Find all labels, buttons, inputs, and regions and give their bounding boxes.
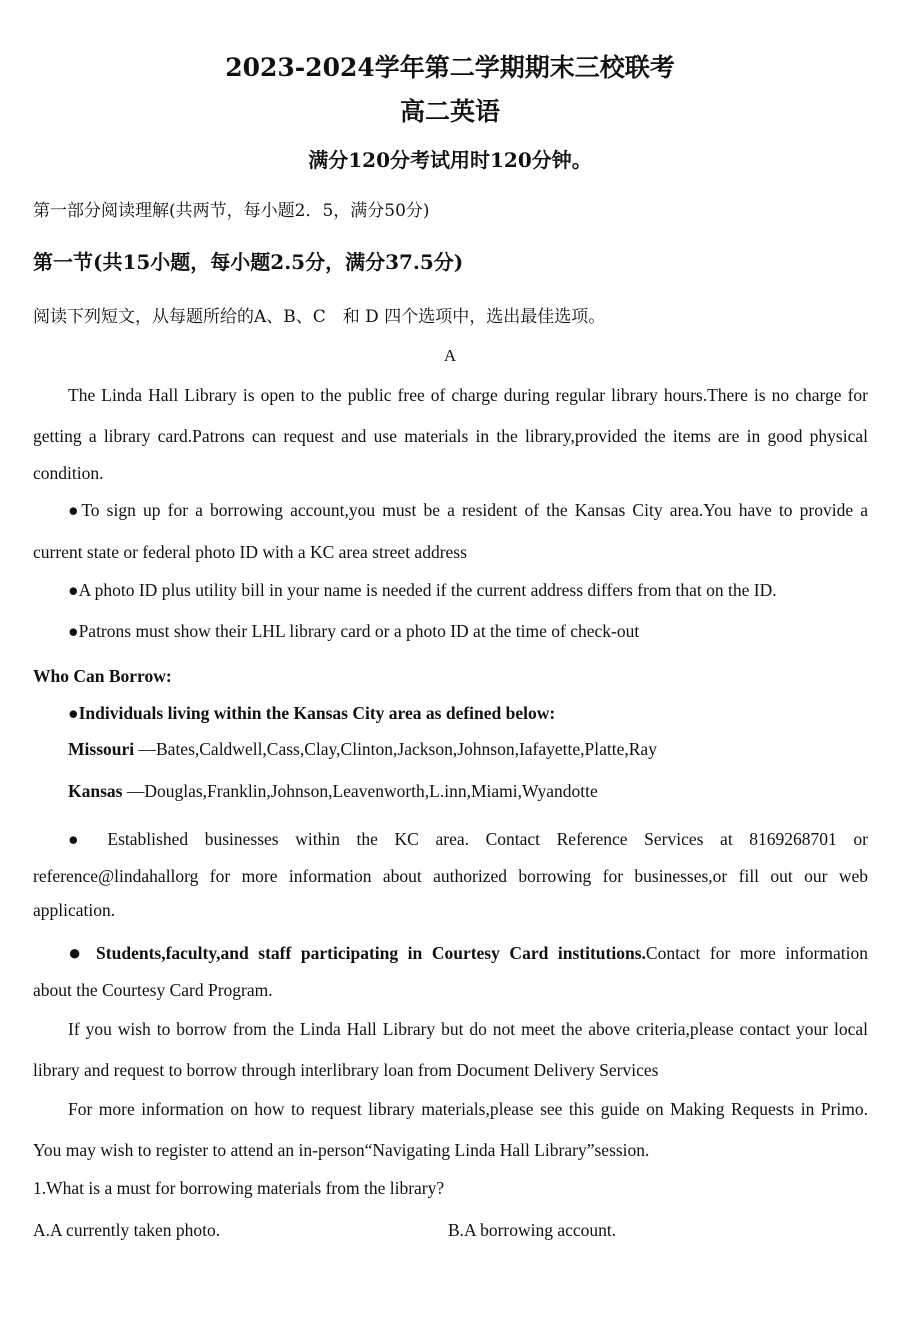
part-heading: 第一部分阅读理解(共两节，每小题2．5，满分50分) — [33, 201, 430, 221]
kansas-line — [68, 781, 868, 802]
option-a: A.A currently taken photo. — [33, 1220, 221, 1240]
bullet-line: current state or federal photo ID with a KC area street address — [33, 542, 467, 562]
section-heading: 第一节(共15小题，每小题2.5分，满分37.5分) — [33, 250, 464, 274]
kansas-counties: —Douglas,Franklin,Johnson,Leavenworth,L.inn,Miami,Wyandotte — [122, 781, 598, 801]
students-bold-text: Students,faculty,and staff participating in Courtesy Card institutions. — [86, 943, 646, 963]
score-time-note: 满分120分考试用时120分钟。 — [308, 148, 592, 172]
who-can-borrow-text: Who Can Borrow: — [33, 666, 172, 686]
question-stem: 1.What is a must for borrowing materials from the library? — [33, 1178, 445, 1198]
business-line: ● Established businesses within the KC area. Contact Reference Services at 8169268701 or — [68, 829, 868, 849]
bullet-line: ●Patrons must show their LHL library card or a photo ID at the time of check-out — [68, 621, 640, 641]
business-line: reference@lindahallorg for more information about authorized borrowing for businesses,or fill out our web — [33, 866, 868, 886]
bullet-line: ●A photo ID plus utility bill in your name is needed if the current address differs from that on the ID. — [68, 580, 777, 600]
paragraph-line: For more information on how to request library materials,please see this guide on Making Requests in Primo. — [68, 1099, 868, 1119]
subject-title: 高二英语 — [399, 97, 500, 126]
individuals-line — [68, 703, 868, 724]
paragraph-line: condition. — [33, 463, 104, 483]
paragraph-line: You may wish to register to attend an in-person“Navigating Linda Hall Library”session. — [33, 1140, 650, 1160]
kansas-label: Kansas — [68, 781, 123, 801]
exam-title: 2023-2024学年第二学期期末三校联考 — [225, 53, 675, 82]
students-rest-text: Contact for more information — [645, 943, 868, 963]
missouri-label: Missouri — [68, 739, 135, 759]
passage-label: A — [443, 346, 457, 365]
bullet-dot: ● — [68, 940, 87, 965]
bullet-line: ●To sign up for a borrowing account,you must be a resident of the Kansas City area.You have to provide a — [68, 500, 868, 520]
business-line: application. — [33, 900, 116, 920]
instructions: 阅读下列短文，从每题所给的A、B、C 和 D 四个选项中，选出最佳选项。 — [33, 307, 606, 327]
paragraph-line: If you wish to borrow from the Linda Hall Library but do not meet the above criteria,please contact your local — [68, 1019, 868, 1039]
students-line: about the Courtesy Card Program. — [33, 980, 273, 1000]
missouri-counties: —Bates,Caldwell,Cass,Clay,Clinton,Jackson,Johnson,Iafayette,Platte,Ray — [134, 739, 657, 759]
missouri-line — [68, 739, 868, 760]
option-b: B.A borrowing account. — [448, 1220, 617, 1240]
paragraph-line: getting a library card.Patrons can request and use materials in the library,provided the items are in good physical — [33, 426, 868, 446]
who-can-borrow-heading — [33, 666, 868, 687]
paragraph-line: library and request to borrow through interlibrary loan from Document Delivery Services — [33, 1060, 659, 1080]
paragraph-line: The Linda Hall Library is open to the public free of charge during regular library hours.There is no charge for — [68, 385, 868, 405]
individuals-text: ●Individuals living within the Kansas City area as defined below: — [68, 703, 556, 723]
students-line — [68, 939, 868, 965]
